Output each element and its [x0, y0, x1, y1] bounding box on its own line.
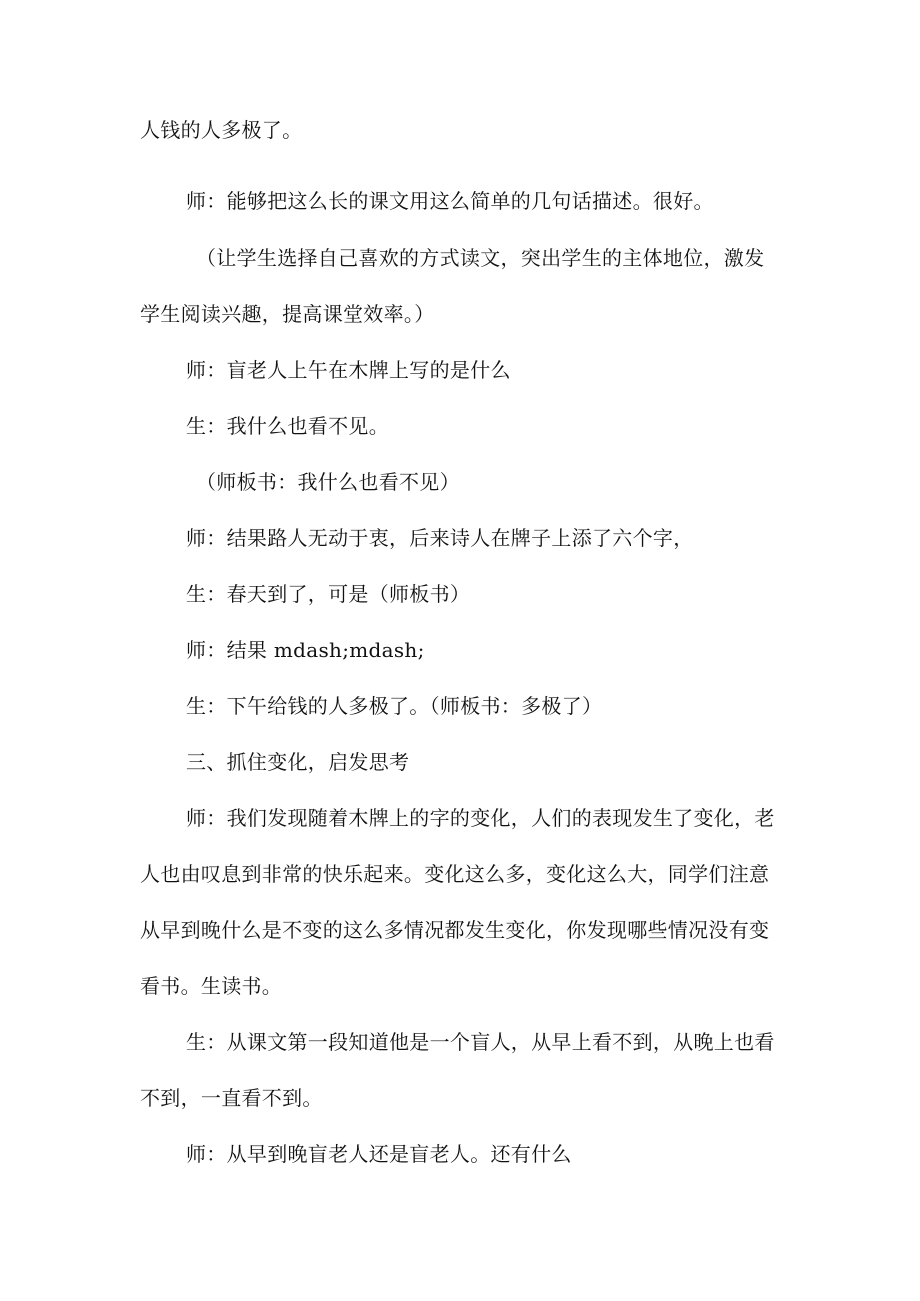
text-line-3: （让学生选择自己喜欢的方式读文，突出学生的主体地位，激发: [196, 246, 765, 270]
text-line-9: 生：春天到了，可是（师板书）: [186, 582, 471, 606]
text-line-19: 师：从早到晚盲老人还是盲老人。还有什么: [186, 1142, 572, 1166]
text-line-15: 从早到晚什么是不变的这么多情况都发生变化，你发现哪些情况没有变: [140, 918, 770, 942]
text-line-10: 师：结果 mdash;mdash;: [186, 638, 425, 662]
text-line-14: 人也由叹息到非常的快乐起来。变化这么多，变化这么大，同学们注意: [140, 862, 770, 886]
section-heading: 三、抓住变化，启发思考: [186, 750, 410, 774]
text-line-7: （师板书：我什么也看不见）: [196, 470, 460, 494]
text-line-4: 学生阅读兴趣，提高课堂效率。）: [140, 302, 435, 326]
text-line-8: 师：结果路人无动于衷，后来诗人在牌子上添了六个字，: [186, 526, 694, 550]
text-line-18: 不到，一直看不到。: [140, 1086, 323, 1110]
text-line-5: 师：盲老人上午在木牌上写的是什么: [186, 358, 511, 382]
text-line-2: 师：能够把这么长的课文用这么简单的几句话描述。很好。: [186, 189, 714, 213]
text-line-6: 生：我什么也看不见。: [186, 414, 389, 438]
text-line-11: 生：下午给钱的人多极了。（师板书：多极了）: [186, 694, 603, 718]
text-line-16: 看书。生读书。: [140, 974, 283, 998]
text-line-1: 人钱的人多极了。: [140, 118, 303, 142]
text-line-17: 生：从课文第一段知道他是一个盲人，从早上看不到，从晚上也看: [186, 1030, 775, 1054]
text-line-13: 师：我们发现随着木牌上的字的变化，人们的表现发生了变化，老: [186, 806, 775, 830]
